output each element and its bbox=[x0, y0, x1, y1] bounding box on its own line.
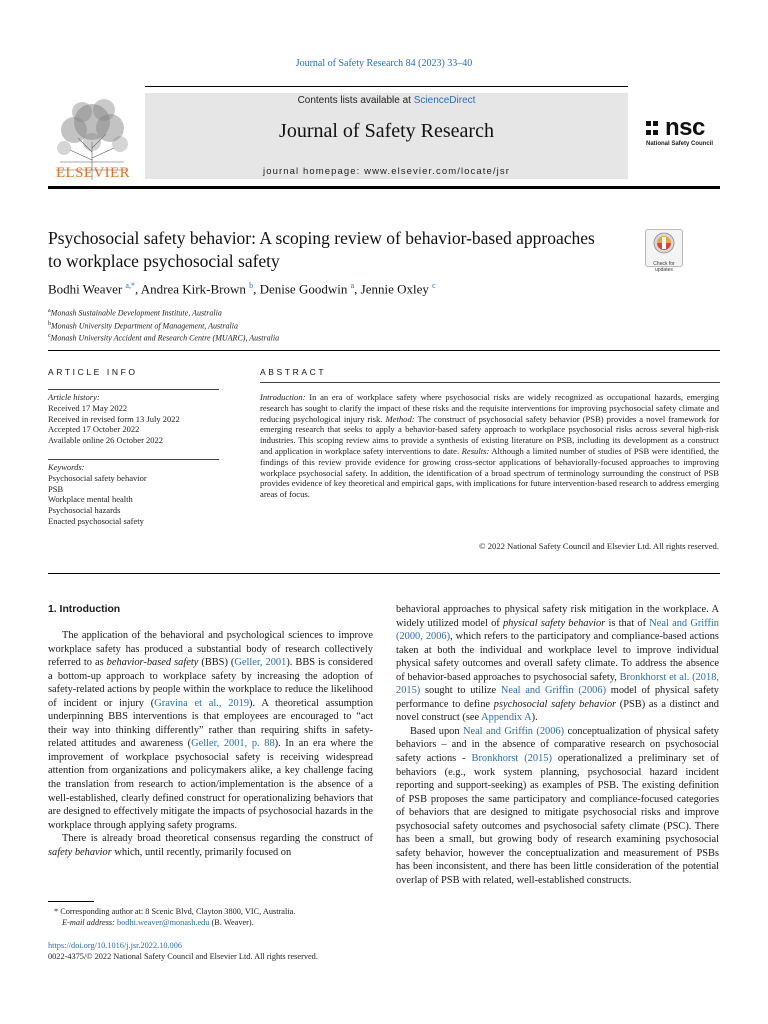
article-title: Psychosocial safety behavior: A scoping review of behavior-based approaches to workplace psychosocial safety bbox=[48, 228, 595, 271]
journal-homepage[interactable]: journal homepage: www.elsevier.com/locate/jsr bbox=[263, 166, 510, 177]
citation-link[interactable]: Bronkhorst (2015) bbox=[471, 753, 552, 765]
keyword-item: Psychosocial hazards bbox=[48, 505, 121, 516]
history-label: Article history: bbox=[48, 392, 100, 402]
author-name: Andrea Kirk-Brown bbox=[140, 281, 246, 297]
footnote-rule bbox=[48, 901, 94, 902]
citation-link[interactable]: Geller, 2001 bbox=[234, 657, 287, 669]
affiliations bbox=[48, 306, 279, 344]
keywords-rule bbox=[48, 459, 219, 460]
history-item: Available online 26 October 2022 bbox=[48, 435, 164, 446]
footnote bbox=[48, 906, 295, 928]
author-affil-mark[interactable]: a,* bbox=[125, 281, 135, 290]
citation-link[interactable]: Bronkhorst et al. (2018, 2015) bbox=[396, 671, 719, 697]
sciencedirect-link[interactable]: ScienceDirect bbox=[413, 95, 476, 106]
body-column-left bbox=[48, 629, 373, 859]
crossmark-icon bbox=[646, 230, 682, 256]
abstract-heading: ABSTRACT bbox=[260, 367, 327, 377]
email-link[interactable]: bodhi.weaver@monash.edu bbox=[117, 918, 210, 927]
history-item: Received in revised form 13 July 2022 bbox=[48, 413, 180, 424]
keyword-item: Psychosocial safety behavior bbox=[48, 472, 147, 483]
author-affil-mark[interactable]: b bbox=[249, 281, 254, 290]
affiliation-item: $^b$Monash University Department of Management, Australia bbox=[48, 320, 238, 331]
citation-link[interactable]: Geller, 2001, p. 88 bbox=[191, 738, 275, 750]
citation-link[interactable]: Neal and Griffin (2006) bbox=[462, 725, 565, 737]
nsc-logo[interactable]: nsc bbox=[665, 114, 705, 141]
body-column-right bbox=[396, 603, 719, 887]
citation-link[interactable]: Gravina et al., 2019 bbox=[154, 697, 250, 709]
body-paragraph: There is already broad theoretical consensus regarding the construct of safety behavior which, until recently, primarily focused on bbox=[48, 833, 373, 858]
nsc-dots-icon bbox=[646, 120, 662, 136]
contents-line bbox=[145, 95, 628, 106]
appendix-link[interactable]: Appendix A bbox=[481, 712, 532, 724]
article-info-rule bbox=[48, 389, 219, 390]
doi-link[interactable]: https://doi.org/10.1016/j.jsr.2022.10.006 bbox=[48, 941, 182, 950]
body-paragraph: Based upon Neal and Griffin (2006) conceptualization of physical safety behaviors – and in the absence of comparative research on psychosocial safety actions - Bronkhorst (2015) operationalized a preliminary set of behaviors (e.g., work system planning, psychosocial hazard incident reporting and support-seeking) as examples of PSB. The existing definition of PSB proposes the same participatory and compliance-focused categories of behaviors that are designed to mitigate psychosocial risks and improve psychosocial safety outcomes and psychosocial safety climate (PSC). There has been a small, but growing body of research examining psychosocial safety behavior, however the conceptualization and measurement of PSBs has been inconsistent, and there has been little consideration of the potential overlap of PSB with related, well-established constructs. bbox=[396, 725, 719, 886]
issn-copyright: 0022-4375/© 2022 National Safety Council and Elsevier Ltd. All rights reserved. bbox=[48, 952, 318, 961]
affiliation-item: $^c$Monash University Accident and Research Centre (MUARC), Australia bbox=[48, 333, 280, 343]
abstract-copyright: © 2022 National Safety Council and Elsevier Ltd. All rights reserved. bbox=[479, 541, 719, 551]
keyword-item: Enacted psychosocial safety bbox=[48, 515, 144, 526]
elsevier-wordmark[interactable]: ELSEVIER bbox=[55, 165, 131, 181]
author-name: Denise Goodwin bbox=[259, 281, 348, 297]
header-rule bbox=[145, 86, 628, 87]
history-item: Received 17 May 2022 bbox=[48, 402, 128, 413]
abstract-rule bbox=[260, 382, 720, 383]
keywords-label: Keywords: bbox=[48, 462, 85, 472]
author-affil-mark[interactable]: a bbox=[350, 281, 355, 290]
contents-prefix: Contents lists available at bbox=[297, 95, 414, 106]
author-name: Jennie Oxley bbox=[360, 281, 429, 297]
author-affil-mark[interactable]: c bbox=[432, 281, 436, 290]
journal-title: Journal of Safety Research bbox=[279, 120, 494, 142]
abstract-text: Introduction: In an era of workplace safety where psychosocial risks are widely recognized as occupational hazards, emerging research has sought to clarify the impact of these risks and the requisite interventions for improving psychosocial safety climate and reducing psychological injury risk. Method: The construct of psychosocial safety behavior (PSB) provides a novel framework for emerging research that seeks to apply a behavior-based safety approach to workplace psychosocial risks across several high-risk industries. This scoping review aims to provide a synthesis of existing literature on PSB, including its development as a construct and application in workplace safety interventions to date. Results: Although a limited number of studies of PSB were identified, the findings of this review provide evidence for growing cross-sector applications of behaviorally-focused approaches to improving workplace psychosocial safety. In addition, the identification of a broad spectrum of terminology surrounding the construct of PSB provides evidence of key theoretical and empirical gaps, with implications for future intervention-based research to address emerging areas of focus. bbox=[260, 392, 720, 500]
article-info-heading: ARTICLE INFO bbox=[48, 367, 138, 377]
section-rule bbox=[48, 573, 720, 574]
history-item: Accepted 17 October 2022 bbox=[48, 424, 140, 435]
author-name: Bodhi Weaver bbox=[48, 281, 123, 297]
body-paragraph: The application of the behavioral and psychological sciences to improve workplace safety has produced a substantial body of research collectively referred to as behavior-based safety (BBS) (Geller, 2001). BBS is considered a bottom-up approach to workplace safety by increasing the adoption of safety-related actions by people within the workplace to reduce the likelihood of incident or injury (Gravina et al., 2019). A theoretical assumption underpinning BBS interventions is that employees are encouraged to “act their way into thinking differently” rather than requiring shifts in safety-related attitudes and awareness (Geller, 2001, p. 88). In an era where the improvement of workplace psychosocial safety is receiving widespread attention from organizations and policymakers alike, a key challenge facing the translation from research to action/implementation is the absence of a well-established, clearly defined construct for operationalizing behaviors that are designed to effectively mitigate the impacts of psychosocial hazards in the workplace through applying safety programs. bbox=[48, 630, 374, 831]
author-list: Bodhi Weaver $^{a,*}$, Andrea Kirk-Brown $^b$, Denise Goodwin $^a$, Jennie Oxley $^c$ bbox=[48, 281, 436, 297]
keyword-item: Workplace mental health bbox=[48, 494, 133, 505]
keywords bbox=[48, 462, 147, 527]
check-for-updates-badge[interactable] bbox=[645, 229, 683, 273]
nsc-logo-caption: National Safety Council bbox=[646, 141, 714, 147]
section-rule bbox=[48, 350, 720, 351]
citation-link[interactable]: Neal and Griffin (2006) bbox=[500, 685, 607, 697]
body-paragraph: behavioral approaches to physical safety risk mitigation in the workplace. A widely utilized model of physical safety behavior is that of Neal and Griffin (2000, 2006), which refers to the participatory and compliance-based actions taken at both the individual and workplace level to improve individual physical safety outcomes and overall safety climate. To address the absence of behavior-based approaches to psychosocial safety, Bronkhorst et al. (2018, 2015) sought to utilize Neal and Griffin (2006) model of physical safety performance to define psychosocial safety behavior (PSB) as a distinct and novel construct (see Appendix A). bbox=[396, 604, 720, 724]
keyword-item: PSB bbox=[48, 483, 64, 494]
section-heading: 1. Introduction bbox=[48, 604, 121, 615]
citation-link[interactable]: Neal and Griffin (2000, 2006) bbox=[396, 617, 720, 643]
journal-reference[interactable]: Journal of Safety Research 84 (2023) 33–40 bbox=[295, 58, 473, 69]
affiliation-item: $^a$Monash Sustainable Development Institute, Australia bbox=[48, 308, 222, 318]
email-line: E-mail address: bodhi.weaver@monash.edu (B. Weaver). bbox=[62, 918, 254, 927]
header-thick-rule bbox=[48, 186, 720, 189]
corresponding-author-note: * Corresponding author at: 8 Scenic Blvd, Clayton 3800, VIC, Australia. bbox=[54, 907, 296, 916]
crossmark-label: Check for updates bbox=[653, 261, 675, 273]
article-history bbox=[48, 392, 180, 446]
